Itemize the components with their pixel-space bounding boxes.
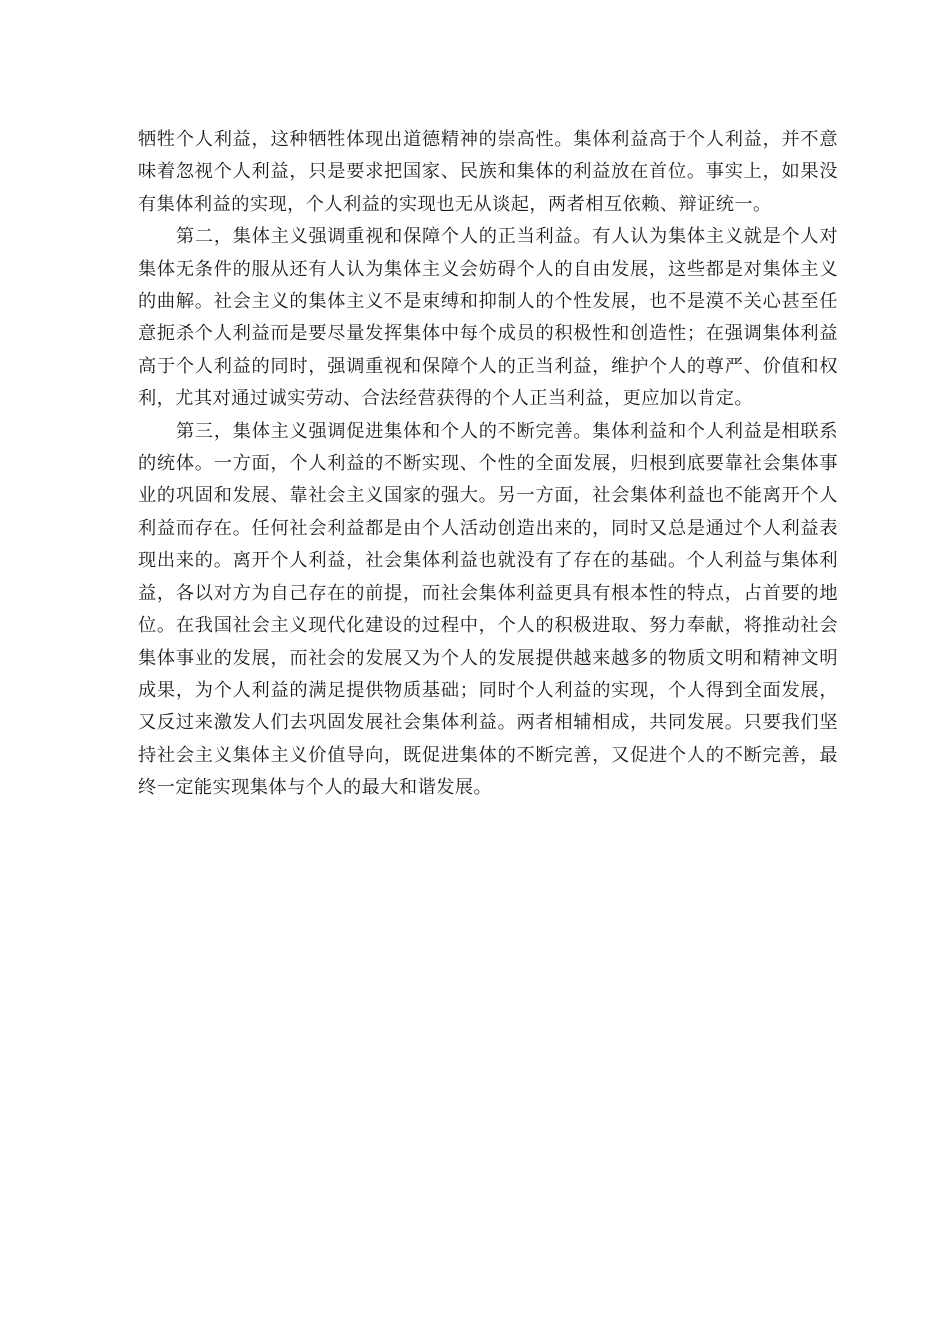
paragraph-1: 牺牲个人利益，这种牺牲体现出道德精神的崇高性。集体利益高于个人利益，并不意味着忽视个人利益，只是要求把国家、民族和集体的利益放在首位。事实上，如果没有集体利益的实现，个人利益的实现也无从谈起，两者相互依赖、辩证统一。 <box>138 129 838 215</box>
paragraph-3: 第三，集体主义强调促进集体和个人的不断完善。集体利益和个人利益是相联系的统体。一方面，个人利益的不断实现、个性的全面发展，归根到底要靠社会集体事业的巩固和发展、靠社会主义国家的强大。另一方面，社会集体利益也不能离开个人利益而存在。任何社会利益都是由个人活动创造出来的，同时又总是通过个人利益表现出来的。离开个人利益，社会集体利益也就没有了存在的基础。个人利益与集体利益，各以对方为自己存在的前提，而社会集体利益更具有根本性的特点，占首要的地位。在我国社会主义现代化建设的过程中，个人的积极进取、努力奉献，将推动社会集体事业的发展，而社会的发展又为个人的发展提供越来越多的物质文明和精神文明成果，为个人利益的满足提供物质基础；同时个人利益的实现，个人得到全面发展，又反过来激发人们去巩固发展社会集体利益。两者相辅相成，共同发展。只要我们坚持社会主义集体主义价值导向，既促进集体的不断完善，又促进个人的不断完善，最终一定能实现集体与个人的最大和谐发展。 <box>138 420 838 799</box>
document-body <box>138 124 838 805</box>
paragraph-2: 第二，集体主义强调重视和保障个人的正当利益。有人认为集体主义就是个人对集体无条件的服从还有人认为集体主义会妨碍个人的自由发展，这些都是对集体主义的曲解。社会主义的集体主义不是束缚和抑制人的个性发展，也不是漠不关心甚至任意扼杀个人利益而是要尽量发挥集体中每个成员的积极性和创造性；在强调集体利益高于个人利益的同时，强调重视和保障个人的正当利益，维护个人的尊严、价值和权利，尤其对通过诚实劳动、合法经营获得的个人正当利益，更应加以肯定。 <box>138 226 838 410</box>
